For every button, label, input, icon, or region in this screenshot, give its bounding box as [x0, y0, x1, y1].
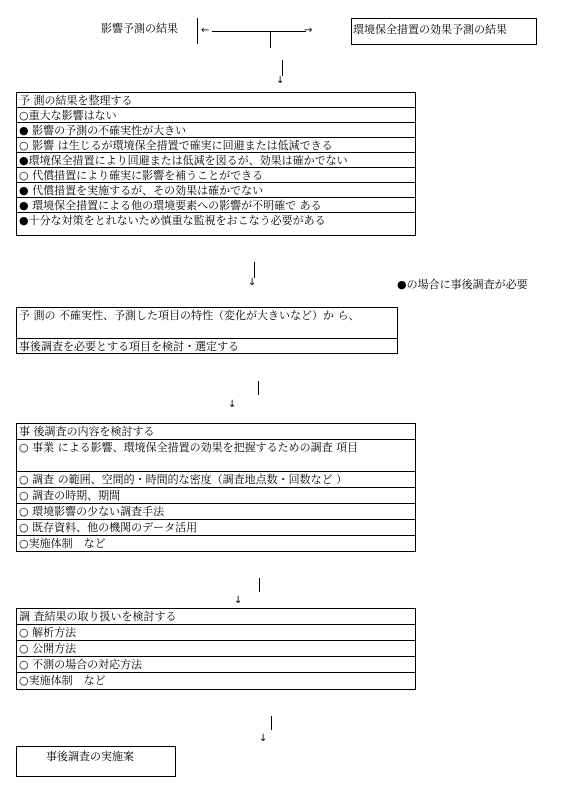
connector-vertical-top: [270, 32, 271, 48]
list-item: ○ 既存資料、他の機関のデータ活用: [17, 520, 415, 536]
down-arrow-icon: ↓: [234, 595, 243, 606]
mitigation-effect-result-label: 環境保全措置の効果予測の結果: [353, 23, 507, 36]
list-item: ● 代償措置を実施するが、その効果は確かでない: [17, 183, 415, 198]
connector-3: [258, 381, 259, 395]
survey-content-box: [16, 423, 416, 552]
prediction-summary-title: 予 測の結果を整理する: [17, 93, 415, 108]
impact-prediction-result-label: 影響予測の結果: [101, 22, 178, 35]
list-item: ●環境保全措置により回避または低減を図るが、効果は確かでない: [17, 153, 415, 168]
connector-horizontal: [212, 31, 306, 32]
final-plan-box: [16, 746, 176, 777]
down-arrow-icon: ↓: [248, 277, 257, 288]
mitigation-effect-result-box: [351, 18, 537, 45]
list-item: ○実施体制 など: [19, 674, 106, 687]
list-item: ○ 調査の時期、期間: [17, 488, 415, 504]
final-plan-label: 事後調査の実施案: [46, 750, 134, 763]
list-item: ○ 調査 の範囲、空間的・時間的な密度（調査地点数・回数など ）: [17, 472, 415, 488]
right-arrow-icon: →: [304, 25, 313, 36]
item-selection-line-1: 予 測の 不確実性、予測した項目の特性（変化が大きいなど）か ら、: [17, 308, 397, 339]
list-item: ○重大な影響はない: [17, 108, 415, 123]
list-item: ○ 公開方法: [17, 641, 415, 657]
list-item: ● 影響の予測の不確実性が大きい: [17, 123, 415, 138]
item-selection-line-2: 事後調査を必要とする項目を検討・選定する: [19, 340, 239, 353]
down-arrow-icon: ↓: [259, 733, 268, 744]
list-item: ○ 解析方法: [17, 625, 415, 641]
down-arrow-icon: ↓: [228, 399, 237, 410]
result-handling-box: [16, 608, 416, 690]
list-item: ○ 影響 は生じるが環境保全措置で確実に回避または低減できる: [17, 138, 415, 153]
post-survey-note: ●の場合に事後調査が必要: [397, 278, 528, 291]
list-item: ● 環境保全措置による他の環境要素への影響が不明確で ある: [17, 198, 415, 213]
survey-content-title: 事 後調査の内容を検討する: [17, 424, 415, 440]
item-selection-box: [16, 307, 398, 354]
list-item: ○実施体制 など: [19, 537, 106, 550]
connector-5: [271, 716, 272, 730]
connector-4: [259, 578, 260, 592]
prediction-summary-box: [16, 92, 416, 236]
list-item: ○ 環境影響の少ない調査手法: [17, 504, 415, 520]
list-item: ○ 代償措置により確実に影響を補うことができる: [17, 168, 415, 183]
list-item: ○ 事業 による影響、環境保全措置の効果を把握するための調査 項目: [17, 440, 415, 472]
result-handling-title: 調 査結果の取り扱いを検討する: [17, 609, 415, 625]
left-arrow-icon: ←: [201, 25, 210, 36]
impact-prediction-result-box: [100, 18, 198, 44]
list-item: ●十分な対策をとれないため慎重な監視をおこなう必要がある: [19, 214, 326, 227]
connector-2: [254, 262, 255, 278]
down-arrow-icon: ↓: [276, 75, 285, 86]
connector-1: [282, 60, 283, 76]
list-item: ○ 不測の場合の対応方法: [17, 657, 415, 673]
